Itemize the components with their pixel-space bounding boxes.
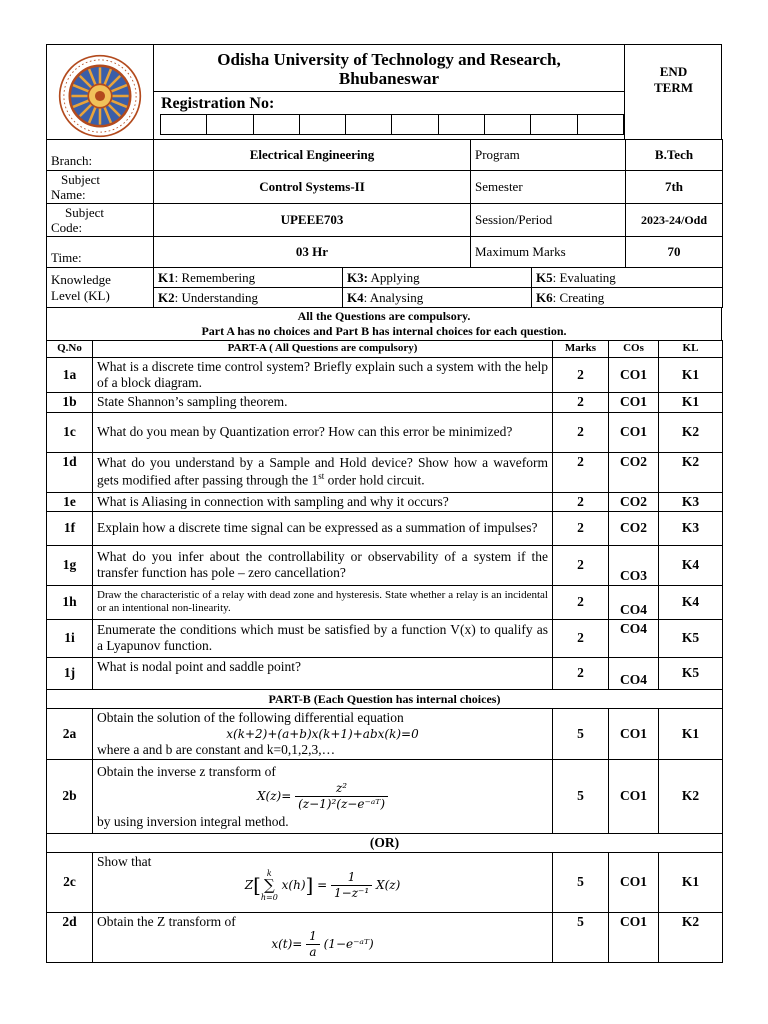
university-logo bbox=[58, 54, 142, 138]
table-row bbox=[47, 545, 723, 585]
time-value: 03 Hr bbox=[154, 237, 471, 268]
col-qno: Q.No bbox=[47, 341, 93, 358]
table-row bbox=[47, 912, 723, 962]
program-label: Program bbox=[471, 140, 626, 171]
question-kl: K1 bbox=[659, 708, 723, 759]
question-kl: K1 bbox=[659, 393, 723, 412]
question-marks: 2 bbox=[553, 412, 609, 452]
kl-k6: K6: Creating bbox=[532, 288, 723, 308]
question-marks: 2 bbox=[553, 657, 609, 689]
question-kl: K3 bbox=[659, 492, 723, 511]
question-text: State Shannon’s sampling theorem. bbox=[93, 393, 553, 412]
program-value: B.Tech bbox=[626, 140, 723, 171]
col-marks: Marks bbox=[553, 341, 609, 358]
kl-k5: K5: Evaluating bbox=[532, 268, 723, 288]
table-row bbox=[47, 708, 723, 759]
branch-label: Branch: bbox=[47, 140, 154, 171]
question-number: 1g bbox=[47, 545, 93, 585]
question-co: CO4 bbox=[609, 619, 659, 657]
col-kl: KL bbox=[659, 341, 723, 358]
table-row bbox=[47, 358, 723, 393]
question-co: CO2 bbox=[609, 511, 659, 545]
question-text: What do you infer about the controllability or observability of a system if the transfer function has pole – zero cancellation? bbox=[93, 545, 553, 585]
subject-code-value: UPEEE703 bbox=[154, 204, 471, 237]
question-number: 1i bbox=[47, 619, 93, 657]
question-text: Enumerate the conditions which must be satisfied by a function V(x) to qualify as a Lyapunov function. bbox=[93, 619, 553, 657]
time-label: Time: bbox=[47, 237, 154, 268]
question-kl: K5 bbox=[659, 657, 723, 689]
max-marks-label: Maximum Marks bbox=[471, 237, 626, 268]
session-label: Session/Period bbox=[471, 204, 626, 237]
col-cos: COs bbox=[609, 341, 659, 358]
subject-name-label: Subject Name: bbox=[47, 171, 154, 204]
max-marks-value: 70 bbox=[626, 237, 723, 268]
question-kl: K3 bbox=[659, 511, 723, 545]
part-b-title: PART-B (Each Question has internal choices) bbox=[47, 689, 723, 708]
question-number: 2b bbox=[47, 759, 93, 833]
question-number: 1a bbox=[47, 358, 93, 393]
course-info bbox=[46, 139, 722, 963]
question-number: 1f bbox=[47, 511, 93, 545]
question-kl: K4 bbox=[659, 545, 723, 585]
session-value: 2023-24/Odd bbox=[626, 204, 723, 237]
table-row bbox=[47, 852, 723, 912]
part-a-title: PART-A ( All Questions are compulsory) bbox=[93, 341, 553, 358]
question-marks: 2 bbox=[553, 358, 609, 393]
question-number: 1e bbox=[47, 492, 93, 511]
table-row bbox=[47, 393, 723, 412]
question-marks: 2 bbox=[553, 585, 609, 619]
question-co: CO2 bbox=[609, 492, 659, 511]
question-marks: 2 bbox=[553, 393, 609, 412]
question-number: 2a bbox=[47, 708, 93, 759]
question-kl: K2 bbox=[659, 412, 723, 452]
table-row bbox=[47, 511, 723, 545]
table-row bbox=[47, 657, 723, 689]
question-co: CO1 bbox=[609, 852, 659, 912]
question-text: Obtain the inverse z transform of X(z)= $\frac{\text{z²}}{\text{(z−1)²(z−e⁻ᵃᵀ)}}$ by using inversion integral method. bbox=[93, 759, 553, 833]
registration-boxes[interactable] bbox=[160, 114, 624, 135]
branch-value: Electrical Engineering bbox=[154, 140, 471, 171]
instructions: All the Questions are compulsory. Part A has no choices and Part B has internal choices for each question. bbox=[47, 308, 722, 341]
kl-k3: K3: Applying bbox=[343, 268, 532, 288]
registration-label: Registration No: bbox=[161, 95, 275, 112]
question-co: CO1 bbox=[609, 912, 659, 962]
kl-k1: K1: Remembering bbox=[154, 268, 343, 288]
question-number: 1b bbox=[47, 393, 93, 412]
question-text: What is nodal point and saddle point? bbox=[93, 657, 553, 689]
question-kl: K1 bbox=[659, 358, 723, 393]
question-co: CO1 bbox=[609, 412, 659, 452]
or-separator: (OR) bbox=[47, 833, 723, 852]
table-row bbox=[47, 452, 723, 492]
question-marks: 5 bbox=[553, 759, 609, 833]
semester-label: Semester bbox=[471, 171, 626, 204]
part-a-table bbox=[46, 340, 723, 963]
question-co: CO4 bbox=[609, 657, 659, 689]
question-text: Draw the characteristic of a relay with dead zone and hysteresis. State whether a relay is an incidental or an intentional non-linearity. bbox=[93, 585, 553, 619]
question-co: CO1 bbox=[609, 708, 659, 759]
question-text: Obtain the Z transform of x(t)= $\frac{1}{a}$ (1−e⁻ᵃᵀ) bbox=[93, 912, 553, 962]
question-kl: K2 bbox=[659, 452, 723, 492]
question-kl: K4 bbox=[659, 585, 723, 619]
equation: X(z)= $\frac{\text{z²}}{\text{(z−1)²(z−e⁻ᵃᵀ)}}$ bbox=[97, 779, 548, 814]
question-number: 2d bbox=[47, 912, 93, 962]
question-number: 1h bbox=[47, 585, 93, 619]
question-kl: K5 bbox=[659, 619, 723, 657]
question-marks: 5 bbox=[553, 912, 609, 962]
kl-k4: K4: Analysing bbox=[343, 288, 532, 308]
equation: x(k+2)+(a+b)x(k+1)+abx(k)=0 bbox=[226, 726, 419, 741]
question-kl: K2 bbox=[659, 912, 723, 962]
question-marks: 2 bbox=[553, 492, 609, 511]
question-number: 2c bbox=[47, 852, 93, 912]
semester-value: 7th bbox=[626, 171, 723, 204]
table-row bbox=[47, 619, 723, 657]
question-text: What do you mean by Quantization error? How can this error be minimized? bbox=[93, 412, 553, 452]
question-kl: K2 bbox=[659, 759, 723, 833]
question-marks: 2 bbox=[553, 545, 609, 585]
kl-k2: K2: Understanding bbox=[154, 288, 343, 308]
question-marks: 5 bbox=[553, 852, 609, 912]
table-row bbox=[47, 492, 723, 511]
question-text: What is a discrete time control system? Briefly explain such a system with the help of a block diagram. bbox=[93, 358, 553, 393]
subject-code-label: Subject Code: bbox=[47, 204, 154, 237]
table-row bbox=[47, 412, 723, 452]
question-text: Obtain the solution of the following differential equation x(k+2)+(a+b)x(k+1)+abx(k)=0 where a and b are constant and k=0,1,2,3,… bbox=[93, 708, 553, 759]
knowledge-level-label: Knowledge Level (KL) bbox=[47, 268, 154, 308]
question-co: CO2 bbox=[609, 452, 659, 492]
question-text: Show that Z[ k ∑ h=0 x(h)] = $\frac{1}{\text{1−z⁻¹}}$ X(z) bbox=[93, 852, 553, 912]
question-co: CO1 bbox=[609, 393, 659, 412]
question-marks: 2 bbox=[553, 452, 609, 492]
subject-name-value: Control Systems-II bbox=[154, 171, 471, 204]
equation: Z[ k ∑ h=0 x(h)] = $\frac{1}{\text{1−z⁻¹}}$ X(z) bbox=[244, 868, 401, 902]
question-co: CO4 bbox=[609, 585, 659, 619]
table-row bbox=[47, 585, 723, 619]
university-name: Odisha University of Technology and Research, Bhubaneswar bbox=[217, 50, 561, 88]
question-marks: 2 bbox=[553, 511, 609, 545]
question-kl: K1 bbox=[659, 852, 723, 912]
question-number: 1c bbox=[47, 412, 93, 452]
question-text: Explain how a discrete time signal can be expressed as a summation of impulses? bbox=[93, 511, 553, 545]
question-number: 1j bbox=[47, 657, 93, 689]
question-text: What is Aliasing in connection with sampling and why it occurs? bbox=[93, 492, 553, 511]
question-number: 1d bbox=[47, 452, 93, 492]
exam-type: END TERM bbox=[654, 64, 693, 95]
equation: x(t)= $\frac{1}{a}$ (1−e⁻ᵃᵀ) bbox=[271, 928, 374, 959]
question-co: CO1 bbox=[609, 759, 659, 833]
question-co: CO1 bbox=[609, 358, 659, 393]
question-marks: 5 bbox=[553, 708, 609, 759]
question-marks: 2 bbox=[553, 619, 609, 657]
table-row bbox=[47, 759, 723, 833]
question-co: CO3 bbox=[609, 545, 659, 585]
question-text: What do you understand by a Sample and Hold device? Show how a waveform gets modified after passing through the 1st order hold circuit. bbox=[93, 452, 553, 492]
